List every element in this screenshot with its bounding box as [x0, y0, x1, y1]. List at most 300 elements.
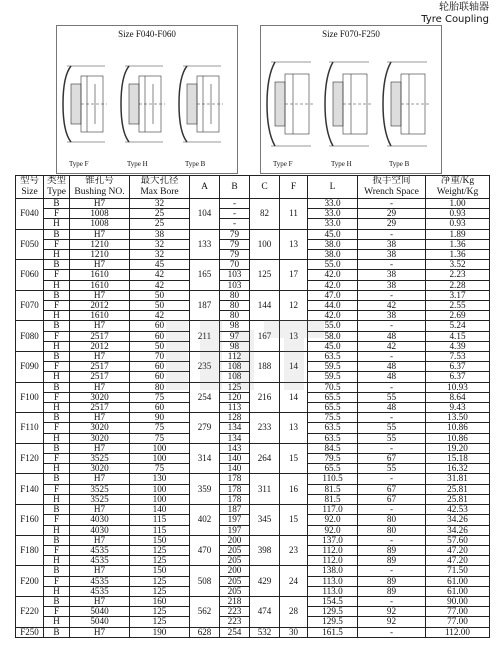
cell-bushing: 1210	[70, 239, 130, 249]
cell-max-bore: 130	[130, 474, 190, 484]
cell-wrench-space: 38	[358, 280, 426, 290]
cell-l: 58.0	[308, 331, 358, 341]
cell-type: H	[44, 372, 70, 382]
cell-weight: 2.69	[426, 311, 490, 321]
cell-bushing: 4030	[70, 515, 130, 525]
diagram-title: Size F040-F060	[118, 29, 176, 39]
cell-wrench-space: -	[358, 596, 426, 606]
table-row	[16, 413, 490, 423]
cell-weight: 2.55	[426, 301, 490, 311]
col-header-weight	[426, 176, 490, 199]
cell-b: 80	[220, 311, 250, 321]
cell-b: -	[220, 209, 250, 219]
cell-b: 197	[220, 525, 250, 535]
coupling-drawing-type-b	[179, 66, 223, 142]
cell-a: 359	[190, 474, 220, 505]
cell-l: 45.0	[308, 341, 358, 351]
cell-b: 108	[220, 362, 250, 372]
cell-f: 17	[280, 260, 308, 291]
cell-f: 23	[280, 535, 308, 566]
cell-bushing: H7	[70, 229, 130, 239]
cell-size: F090	[16, 352, 44, 383]
cell-wrench-space: 89	[358, 556, 426, 566]
cell-wrench-space: 92	[358, 607, 426, 617]
cell-weight: 77.00	[426, 617, 490, 627]
cell-type: F	[44, 331, 70, 341]
cell-weight: 9.43	[426, 403, 490, 413]
cell-a: 279	[190, 413, 220, 444]
cell-bushing: 4535	[70, 545, 130, 555]
cell-wrench-space: 89	[358, 586, 426, 596]
cell-size: F140	[16, 474, 44, 505]
table-row	[16, 535, 490, 545]
cell-l: 38.0	[308, 239, 358, 249]
cell-b: 143	[220, 443, 250, 453]
cell-bushing: H7	[70, 596, 130, 606]
cell-a: 133	[190, 229, 220, 260]
cell-weight: 90.00	[426, 596, 490, 606]
cell-l: 42.0	[308, 270, 358, 280]
diagram-label-type-f: Type F	[69, 160, 89, 168]
table-row	[16, 566, 490, 576]
coupling-drawing-type-b	[383, 62, 429, 146]
header-title-cn: 轮胎联轴器	[439, 2, 489, 13]
cell-bushing: 2517	[70, 403, 130, 413]
cell-l: 55.0	[308, 260, 358, 270]
cell-f: 13	[280, 229, 308, 260]
cell-bushing: H7	[70, 566, 130, 576]
cell-max-bore: 60	[130, 331, 190, 341]
cell-type: B	[44, 566, 70, 576]
cell-l: 45.0	[308, 229, 358, 239]
cell-bushing: 2012	[70, 301, 130, 311]
cell-b: -	[220, 219, 250, 229]
cell-weight: 15.18	[426, 454, 490, 464]
cell-size: F120	[16, 443, 44, 474]
cell-weight: 61.00	[426, 576, 490, 586]
cell-b: 70	[220, 260, 250, 270]
col-header-max-bore-cn: 最大孔径	[140, 176, 179, 186]
cell-max-bore: 50	[130, 341, 190, 351]
cell-wrench-space: -	[358, 260, 426, 270]
cell-l: 42.0	[308, 311, 358, 321]
cell-wrench-space: 29	[358, 209, 426, 219]
cell-wrench-space: 89	[358, 576, 426, 586]
cell-b: 205	[220, 586, 250, 596]
cell-bushing: H7	[70, 627, 130, 637]
cell-b: 120	[220, 392, 250, 402]
cell-max-bore: 50	[130, 290, 190, 300]
diagram-panel-small	[56, 25, 238, 174]
cell-bushing: 3525	[70, 494, 130, 504]
cell-weight: 57.60	[426, 535, 490, 545]
diagram-panel-large	[260, 25, 442, 174]
diagram-label-type-b: Type B	[185, 160, 206, 168]
cell-weight: 3.17	[426, 290, 490, 300]
col-header-bushing-en: Bushing NO.	[74, 187, 125, 197]
cell-type: B	[44, 505, 70, 515]
cell-max-bore: 150	[130, 535, 190, 545]
cell-b: 134	[220, 423, 250, 433]
diagram-label-type-h: Type H	[127, 160, 148, 168]
col-header-type	[44, 176, 70, 199]
cell-type: B	[44, 352, 70, 362]
cell-type: H	[44, 433, 70, 443]
cell-max-bore: 125	[130, 607, 190, 617]
cell-weight: 0.93	[426, 219, 490, 229]
spec-table-header	[16, 176, 490, 199]
cell-size: F080	[16, 321, 44, 352]
cell-c: 125	[250, 260, 280, 291]
cell-wrench-space: -	[358, 199, 426, 209]
cell-b: 187	[220, 505, 250, 515]
cell-wrench-space: 38	[358, 250, 426, 260]
cell-b: 98	[220, 321, 250, 331]
table-row	[16, 260, 490, 270]
cell-bushing: 4535	[70, 586, 130, 596]
diagram-label-type-h: Type H	[331, 160, 352, 168]
cell-wrench-space: 38	[358, 239, 426, 249]
cell-type: B	[44, 199, 70, 209]
cell-bushing: 5040	[70, 607, 130, 617]
col-header-wrench-space-en: Wrench Space	[364, 187, 419, 197]
cell-type: F	[44, 362, 70, 372]
cell-weight: 13.50	[426, 413, 490, 423]
cell-l: 113.0	[308, 576, 358, 586]
cell-l: 161.5	[308, 627, 358, 637]
cell-wrench-space: 55	[358, 433, 426, 443]
cell-max-bore: 75	[130, 392, 190, 402]
col-header-wrench-space-cn: 扳手空间	[372, 176, 411, 186]
cell-weight: 47.20	[426, 545, 490, 555]
cell-weight: 5.24	[426, 321, 490, 331]
cell-wrench-space: -	[358, 290, 426, 300]
cell-l: 92.0	[308, 525, 358, 535]
cell-b: 200	[220, 566, 250, 576]
cell-type: F	[44, 392, 70, 402]
cell-l: 47.0	[308, 290, 358, 300]
cell-weight: 16.32	[426, 464, 490, 474]
cell-weight: 10.86	[426, 423, 490, 433]
cell-weight: 47.20	[426, 556, 490, 566]
cell-max-bore: 45	[130, 260, 190, 270]
cell-type: H	[44, 617, 70, 627]
cell-weight: 10.93	[426, 382, 490, 392]
cell-a: 254	[190, 382, 220, 413]
cell-f: 28	[280, 596, 308, 627]
cell-type: F	[44, 270, 70, 280]
cell-bushing: H7	[70, 199, 130, 209]
cell-b: 103	[220, 270, 250, 280]
table-row	[16, 443, 490, 453]
cell-bushing: H7	[70, 260, 130, 270]
cell-max-bore: 100	[130, 454, 190, 464]
cell-l: 70.5	[308, 382, 358, 392]
cell-wrench-space: 89	[358, 545, 426, 555]
cell-wrench-space: 92	[358, 617, 426, 627]
diagram-title: Size F070-F250	[322, 29, 380, 39]
cell-l: 138.0	[308, 566, 358, 576]
table-row	[16, 352, 490, 362]
cell-c: 345	[250, 505, 280, 536]
cell-type: B	[44, 321, 70, 331]
cell-a: 402	[190, 505, 220, 536]
cell-type: F	[44, 545, 70, 555]
cell-f: 11	[280, 199, 308, 230]
cell-weight: 34.26	[426, 515, 490, 525]
cell-a: 187	[190, 290, 220, 321]
cell-bushing: 1610	[70, 270, 130, 280]
cell-type: F	[44, 239, 70, 249]
cell-type: H	[44, 464, 70, 474]
cell-bushing: 1008	[70, 219, 130, 229]
cell-l: 44.0	[308, 301, 358, 311]
cell-weight: 2.23	[426, 270, 490, 280]
coupling-drawing-type-h	[121, 66, 165, 142]
cell-bushing: H7	[70, 505, 130, 515]
cell-weight: 71.50	[426, 566, 490, 576]
cell-l: 129.5	[308, 617, 358, 627]
cell-weight: 10.86	[426, 433, 490, 443]
cell-max-bore: 125	[130, 617, 190, 627]
cell-l: 33.0	[308, 219, 358, 229]
cell-l: 117.0	[308, 505, 358, 515]
cell-wrench-space: -	[358, 627, 426, 637]
cell-max-bore: 100	[130, 443, 190, 453]
table-row	[16, 290, 490, 300]
cell-bushing: H7	[70, 413, 130, 423]
cell-c: 100	[250, 229, 280, 260]
cell-type: H	[44, 341, 70, 351]
cell-max-bore: 100	[130, 484, 190, 494]
col-header-max-bore-en: Max Bore	[140, 187, 179, 197]
cell-max-bore: 50	[130, 301, 190, 311]
cell-max-bore: 90	[130, 413, 190, 423]
cell-type: F	[44, 301, 70, 311]
table-row	[16, 627, 490, 637]
cell-b: 98	[220, 341, 250, 351]
coupling-drawing-type-f	[267, 62, 313, 146]
table-row	[16, 505, 490, 515]
cell-b: 223	[220, 617, 250, 627]
cell-wrench-space: -	[358, 382, 426, 392]
table-row	[16, 229, 490, 239]
cell-type: H	[44, 525, 70, 535]
cell-bushing: 1210	[70, 250, 130, 260]
cell-b: 103	[220, 280, 250, 290]
cell-bushing: 3020	[70, 392, 130, 402]
table-row	[16, 382, 490, 392]
cell-wrench-space: -	[358, 229, 426, 239]
cell-wrench-space: -	[358, 535, 426, 545]
cell-b: 178	[220, 474, 250, 484]
cell-l: 113.0	[308, 586, 358, 596]
cell-l: 154.5	[308, 596, 358, 606]
cell-f: 13	[280, 413, 308, 444]
cell-b: 223	[220, 607, 250, 617]
cell-bushing: 2517	[70, 372, 130, 382]
cell-l: 42.0	[308, 280, 358, 290]
cell-weight: 77.00	[426, 607, 490, 617]
cell-b: 79	[220, 239, 250, 249]
col-header-bushing-cn: 锥孔号	[85, 176, 114, 186]
cell-max-bore: 115	[130, 515, 190, 525]
cell-b: 79	[220, 250, 250, 260]
cell-max-bore: 125	[130, 586, 190, 596]
cell-max-bore: 125	[130, 545, 190, 555]
col-header-size-cn: 型号	[19, 176, 39, 186]
cell-max-bore: 100	[130, 494, 190, 504]
coupling-drawings	[261, 26, 441, 173]
cell-bushing: H7	[70, 321, 130, 331]
cell-l: 92.0	[308, 515, 358, 525]
cell-b: 254	[220, 627, 250, 637]
col-header-f: F	[280, 176, 308, 199]
cell-max-bore: 32	[130, 239, 190, 249]
cell-wrench-space: 38	[358, 270, 426, 280]
cell-b: 125	[220, 382, 250, 392]
cell-weight: 0.93	[426, 209, 490, 219]
cell-bushing: 3525	[70, 484, 130, 494]
cell-bushing: H7	[70, 474, 130, 484]
cell-b: -	[220, 199, 250, 209]
cell-type: H	[44, 556, 70, 566]
cell-wrench-space: 80	[358, 525, 426, 535]
cell-b: 205	[220, 545, 250, 555]
cell-wrench-space: 42	[358, 341, 426, 351]
cell-f: 24	[280, 566, 308, 597]
cell-b: 108	[220, 372, 250, 382]
cell-f: 12	[280, 290, 308, 321]
cell-type: F	[44, 576, 70, 586]
cell-wrench-space: -	[358, 474, 426, 484]
cell-size: F040	[16, 199, 44, 230]
cell-wrench-space: 55	[358, 423, 426, 433]
cell-max-bore: 38	[130, 229, 190, 239]
cell-wrench-space: 67	[358, 484, 426, 494]
cell-bushing: 1008	[70, 209, 130, 219]
cell-wrench-space: 38	[358, 311, 426, 321]
table-row	[16, 321, 490, 331]
cell-wrench-space: 29	[358, 219, 426, 229]
cell-wrench-space: -	[358, 443, 426, 453]
cell-wrench-space: 55	[358, 392, 426, 402]
cell-type: H	[44, 586, 70, 596]
cell-size: F070	[16, 290, 44, 321]
cell-type: B	[44, 535, 70, 545]
cell-wrench-space: 42	[358, 301, 426, 311]
cell-l: 63.5	[308, 352, 358, 362]
cell-size: F250	[16, 627, 44, 637]
cell-l: 81.5	[308, 494, 358, 504]
cell-weight: 25.81	[426, 484, 490, 494]
cell-a: 508	[190, 566, 220, 597]
cell-b: 197	[220, 515, 250, 525]
cell-max-bore: 140	[130, 505, 190, 515]
cell-l: 59.5	[308, 362, 358, 372]
cell-max-bore: 42	[130, 280, 190, 290]
cell-bushing: 2517	[70, 362, 130, 372]
cell-type: F	[44, 515, 70, 525]
coupling-drawing-type-f	[63, 66, 107, 142]
cell-bushing: 2012	[70, 341, 130, 351]
cell-bushing: H7	[70, 290, 130, 300]
cell-wrench-space: 67	[358, 494, 426, 504]
cell-bushing: 3020	[70, 464, 130, 474]
cell-bushing: H7	[70, 535, 130, 545]
cell-l: 65.5	[308, 392, 358, 402]
cell-b: 80	[220, 301, 250, 311]
cell-c: 532	[250, 627, 280, 637]
cell-l: 112.0	[308, 556, 358, 566]
cell-c: 264	[250, 443, 280, 474]
cell-b: 205	[220, 556, 250, 566]
cell-b: 140	[220, 454, 250, 464]
cell-size: F220	[16, 596, 44, 627]
col-header-type-cn: 类型	[46, 176, 66, 186]
cell-max-bore: 60	[130, 362, 190, 372]
cell-max-bore: 32	[130, 250, 190, 260]
cell-a: 562	[190, 596, 220, 627]
cell-b: 178	[220, 484, 250, 494]
cell-c: 188	[250, 352, 280, 383]
cell-b: 140	[220, 464, 250, 474]
cell-type: B	[44, 382, 70, 392]
cell-max-bore: 60	[130, 403, 190, 413]
cell-size: F060	[16, 260, 44, 291]
spec-table-body	[16, 199, 490, 638]
cell-b: 97	[220, 331, 250, 341]
cell-wrench-space: -	[358, 321, 426, 331]
cell-bushing: H7	[70, 382, 130, 392]
cell-b: 79	[220, 229, 250, 239]
table-row	[16, 474, 490, 484]
cell-type: F	[44, 454, 70, 464]
coupling-drawings	[57, 26, 237, 173]
cell-f: 14	[280, 352, 308, 383]
cell-weight: 3.52	[426, 260, 490, 270]
cell-l: 137.0	[308, 535, 358, 545]
cell-size: F050	[16, 229, 44, 260]
cell-bushing: 3020	[70, 433, 130, 443]
col-header-type-en: Type	[47, 187, 66, 197]
cell-type: F	[44, 484, 70, 494]
cell-max-bore: 75	[130, 464, 190, 474]
col-header-size	[16, 176, 44, 199]
cell-c: 82	[250, 199, 280, 230]
cell-b: 200	[220, 535, 250, 545]
cell-l: 63.5	[308, 433, 358, 443]
cell-l: 81.5	[308, 484, 358, 494]
cell-type: B	[44, 627, 70, 637]
page-header	[421, 2, 489, 26]
cell-a: 235	[190, 352, 220, 383]
cell-c: 311	[250, 474, 280, 505]
col-header-b: B	[220, 176, 250, 199]
cell-b: 112	[220, 352, 250, 362]
cell-type: F	[44, 423, 70, 433]
cell-weight: 112.00	[426, 627, 490, 637]
cell-b: 134	[220, 433, 250, 443]
cell-b: 205	[220, 576, 250, 586]
cell-wrench-space: -	[358, 505, 426, 515]
cell-max-bore: 25	[130, 209, 190, 219]
cell-type: H	[44, 280, 70, 290]
cell-a: 165	[190, 260, 220, 291]
cell-wrench-space: 48	[358, 331, 426, 341]
cell-weight: 25.81	[426, 494, 490, 504]
cell-wrench-space: 67	[358, 454, 426, 464]
